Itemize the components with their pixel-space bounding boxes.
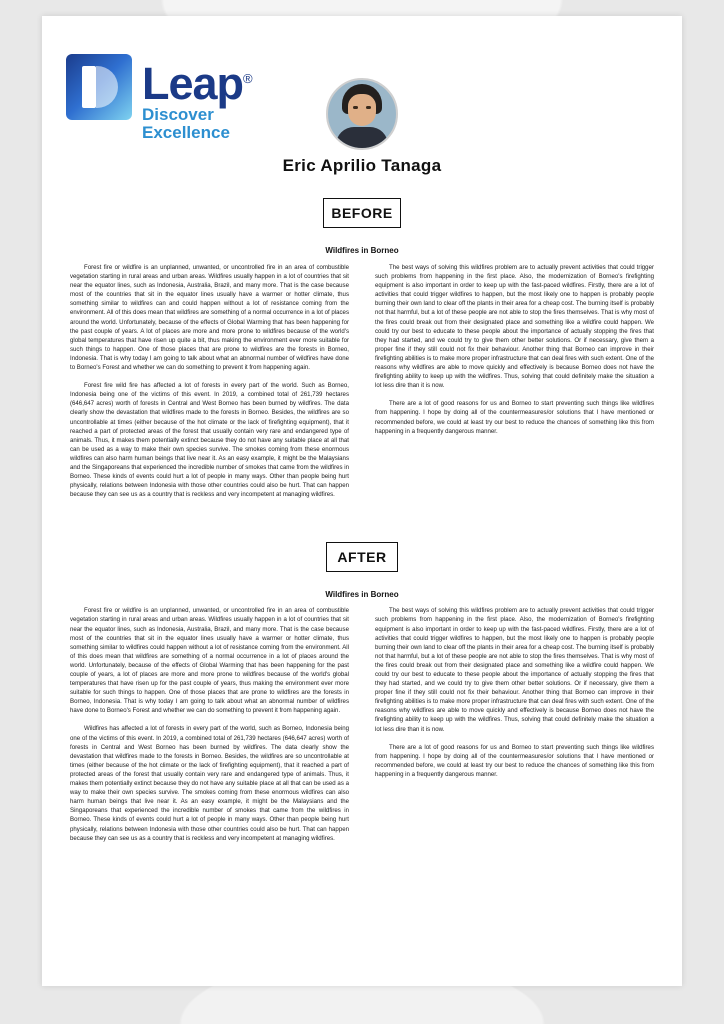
paragraph: Forest fire or wildfire is an unplanned, unwanted, or uncontrolled fire in an area of combustible vegetation starting in rural areas and urban areas. Wildfires usually happen in a lot of countries that sit near the equator lines, such as Indonesia, Australia, Brazil, and many more. That is the case because most of the countries that sit in the equator lines usually have a warmer or hotter climate, thus something similar to wildfires could happen without a lot of resistance coming from the environment. All of this does mean that wildfires are something of a normal occurrence in a lot of places around the world. Unfortunately, because of the effects of Global Warming that has been happening for the past couple of years, a lot of places are more and more prone to wildfires because of the world's global temperatures that have risen up for the past couple of years, thus making the environment ever more suitable for such things to happen. One of those places that are prone to wildfires are the forests in Borneo, Indonesia. That is why today I am going to talk about what an abnormal number of wildfires have done to Borneo's Forest and whether we can do something to prevent it from happening again. [70, 607, 349, 715]
leap-logo-wordmark [142, 56, 252, 107]
after-columns [70, 606, 654, 851]
avatar [326, 78, 398, 150]
after-label: AFTER [326, 542, 398, 572]
essay-title-after: Wildfires in Borneo [325, 590, 399, 600]
leap-logo-text [142, 56, 252, 143]
author-name: Eric Aprilio Tanaga [282, 156, 442, 175]
registered-trademark-icon: ® [243, 71, 252, 86]
section-spacer [42, 508, 682, 542]
leap-logo-word: Leap [142, 58, 244, 109]
before-essay [42, 246, 682, 508]
paragraph: Forest fire wild fire has affected a lot of forests in every part of the world. Such as Borneo, Indonesia being one of the victims of this event. In 2019, a combined total of 261,739 hectares (646,647 acres) worth of forests in Central and West Borneo has been burned by wildfires. The data clearly show the devastation that wildfires made to the forests in Borneo. Besides, the wildfires are so uncontrollable at times (either because of the hot climate or the lack of firefighting equipment), that it reached a part of protected areas of the forest that usually contain very rare and endangered type of animals. Thus, it makes them potentially extinct because they do not have any suitable place at all that can be used as a way to make their own species survive. The smokes coming from these enormous wildfires can also harm human beings that live near it. As an easy example, it might be the Malaysians and the Singaporeans that experienced the incredible number of smokes that came from the wildfires in Borneo. These kinds of events could hurt a lot of people in many ways. Other than people being hurt physically, relations between Indonesia with those other countries could also be hurt. That can happen because they can see us as a country that is reckless and very incompetent at managing wildfires. [70, 382, 349, 499]
paragraph: There are a lot of good reasons for us and Borneo to start preventing such things like wildfires from happening. I hope by doing all of the countermeasures/or solutions that I have mentioned or recommended before, we could at least try our best to reduce the chances of something like this from happening in a frequently dangerous manner. [375, 400, 654, 435]
leap-logo-mark-icon [66, 54, 132, 120]
paragraph: Wildfires has affected a lot of forests in every part of the world, such as Borneo, Indonesia being one of the victims of this event. In 2019, a combined total of 261,739 hectares (646,647 acres) worth of forests in Central and West Borneo has been burned by wildfires. The data clearly show the devastation that wildfires made to the forests in Borneo. Besides, the wildfires are so uncontrollable at times (either because of the hot climate or the lack of firefighting equipment), that it reached a part of protected areas of the forest that usually contain very rare and endangered type of animals. Thus, it makes them potentially extinct because they do not have any suitable place at all that can be used as a way to make their own species survive. The smokes coming from these enormous wildfires can also harm human beings that live near it. As an easy example, it might be the Malaysians and the Singaporeans that experienced the incredible number of smokes that came from the wildfires in Borneo. These kinds of events could hurt a lot of people in many ways. Other than people being hurt physically, relations between Indonesia with those other countries could also be hurt. That can happen because they can see us as a country that is reckless and very incompetent at managing wildfires. [70, 725, 349, 842]
leap-tagline-line1: Discover [142, 105, 214, 124]
paragraph: There are a lot of good reasons for us and Borneo to start preventing such things like wildfires from happening. I hope by doing all of the countermeasures/or solutions that I have mentioned or recommended before, we could at least try our best to reduce the chances of something like this from happening in a frequently dangerous manner. [375, 743, 654, 778]
avatar-eye-left [353, 106, 358, 109]
paragraph: Forest fire or wildfire is an unplanned, unwanted, or uncontrolled fire in an area of combustible vegetation starting in rural areas and urban areas. Wildfires usually happen in a lot of countries that sit near the equator lines, such as Indonesia, Australia, Brazil, and many more. That is the case because most of the countries that sit in the equator lines usually have a warmer or hotter climate, thus something similar to wildfires can and could happen without a lot of resistance coming from the environment. All of this does mean that wildfires are something of a normal occurrence in a lot of places around the world. Unfortunately, because of the effects of Global Warming that has been happening for the past couple of years. A lot of places are more and more prone to wildfires because of the world's global temperatures that have risen up quite a bit, thus making the environment ever more suitable for such things to happen. One of those places that are prone to wildfires are the forests in Borneo, Indonesia. That is why today I am going to talk about what an abnormal number of wildfires have done to Borneo's Forest and whether we can do something to prevent it from happening again. [70, 264, 349, 372]
paragraph: The best ways of solving this wildfires problem are to actually prevent activities that could trigger such problems from happening in the first place. Also, the modernization of Borneo's firefighting equipment is also important in order to keep up with the fast-paced wildfires. Firstly, there are a lot of activities that could trigger wildfires to happen, but the most likely one to happen is probably people burning their own land to clear off the plants in their area for a cheap cost. The burning itself is probably not that harmful, but a lot of these people are not able to stop the fires themselves. That is why most of the fires could break out from their designated place and something like a wildfire could happen. We could try our best to educate to these people about the importance of actually stopping the fires that they had started, and we could try to give them other better solutions. Or if necessary, give them a proper fine if they still could not fix their behaviour. Another thing that Borneo can improve in their firefighting abilities is to make more proper infrastructure that can deal fires with such extent. One of the reasons why wildfires are able to move quickly and effectively is because Borneo does not have the firefighting ability to keep up with the wildfires. Thus, solving that could definitely make the situation a lot less dire than it is now. [375, 264, 654, 390]
before-right-column [375, 263, 654, 508]
leap-logo [66, 54, 252, 143]
document-header [42, 16, 682, 198]
avatar-face [348, 94, 376, 126]
after-essay [42, 590, 682, 851]
leap-tagline-line2: Excellence [142, 123, 230, 142]
paragraph: The best ways of solving this wildfires problem are to actually prevent activities that could trigger such problems from happening in the first place. Also, the modernization of Borneo's firefighting equipment is also important in order to keep up with the fast-paced wildfires. Firstly, there are a lot of activities that could trigger wildfires to happen, but the most likely one to happen is probably people burning their own land to clear off the plants in their area for a cheap cost. The burning itself is probably not that harmful, but a lot of these people are not able to stop the fires themselves. That is why most of the fires could break out from their designated place and something like a wildfire could happen. We could try our best to educate to these people about the importance of actually stopping the fires that they had started, and we could try to give them other better solutions. Or if necessary, give them a proper fine if they still could not fix their behaviour. Another thing that Borneo can improve in their firefighting abilities is to make more proper infrastructure that can deal fires with such extent. One of the reasons why wildfires are able to move quickly and effectively is because Borneo does not have the firefighting ability to keep up with the wildfires. Thus, solving that could definitely make the situation a lot less dire than it is now. [375, 607, 654, 733]
before-left-column [70, 263, 349, 508]
before-columns [70, 263, 654, 508]
after-right-column [375, 606, 654, 851]
after-left-column [70, 606, 349, 851]
essay-title-before: Wildfires in Borneo [325, 246, 399, 255]
document-page [42, 16, 682, 986]
avatar-body [336, 127, 388, 150]
before-label: BEFORE [323, 198, 401, 228]
avatar-eye-right [366, 106, 371, 109]
